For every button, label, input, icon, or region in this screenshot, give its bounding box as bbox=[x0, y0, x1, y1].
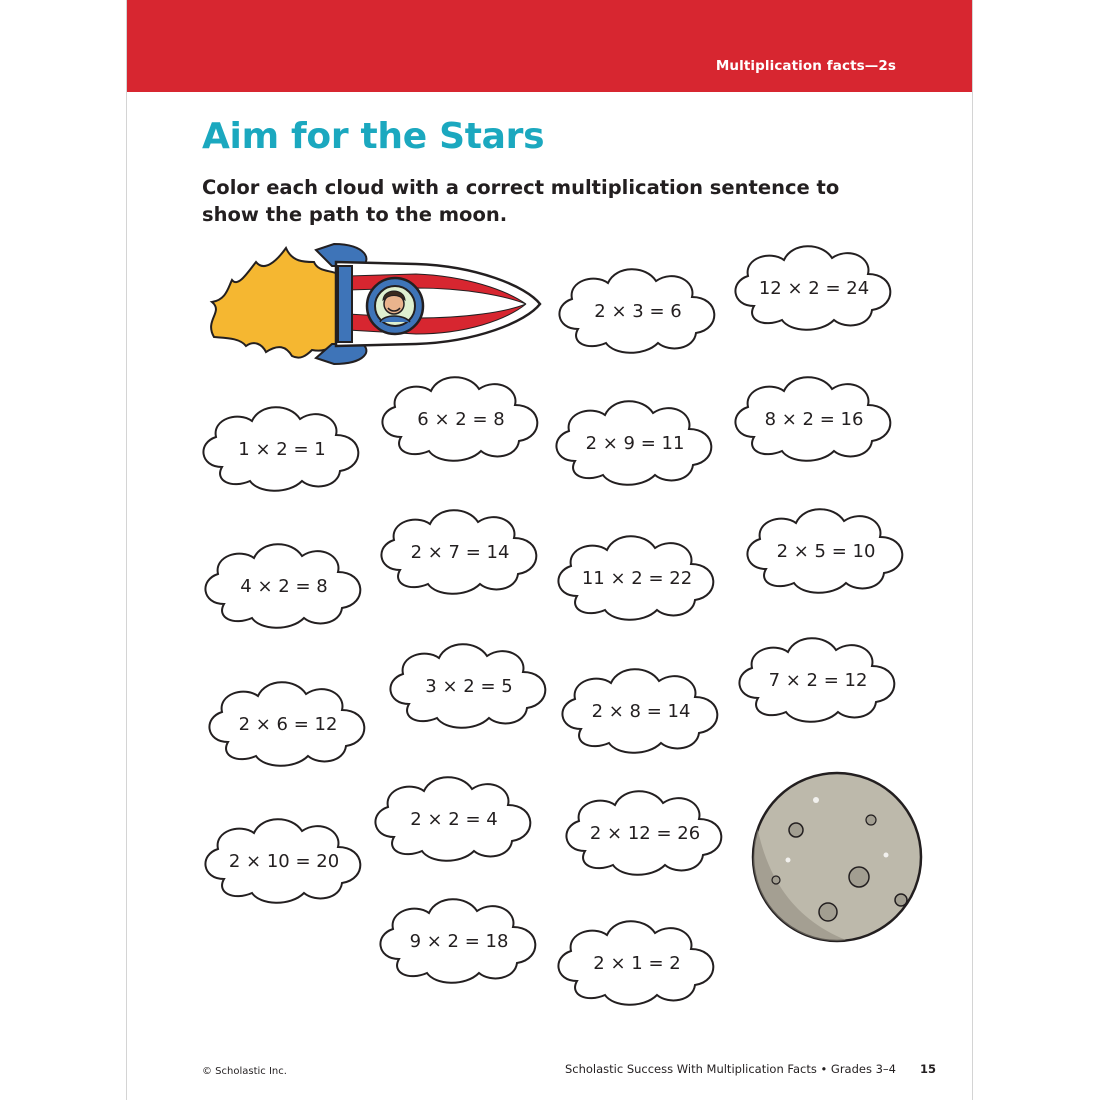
cloud[interactable] bbox=[390, 644, 545, 728]
worksheet-page bbox=[126, 0, 972, 1100]
moon-icon bbox=[746, 773, 921, 960]
cloud[interactable] bbox=[735, 377, 890, 461]
cloud[interactable] bbox=[380, 899, 535, 983]
cloud[interactable] bbox=[562, 669, 717, 753]
cloud-equation: 2 × 1 = 2 bbox=[593, 953, 681, 974]
cloud-equation: 2 × 3 = 6 bbox=[594, 301, 682, 322]
cloud[interactable] bbox=[381, 510, 536, 594]
cloud-equation: 11 × 2 = 22 bbox=[581, 568, 693, 589]
copyright-text: © Scholastic Inc. bbox=[202, 1066, 287, 1077]
cloud-equation: 9 × 2 = 18 bbox=[409, 931, 509, 952]
cloud[interactable] bbox=[747, 509, 902, 593]
cloud[interactable] bbox=[382, 377, 537, 461]
activity-art bbox=[126, 0, 972, 1100]
cloud[interactable] bbox=[556, 401, 711, 485]
cloud-equation: 3 × 2 = 5 bbox=[425, 676, 513, 697]
book-title-footer: Scholastic Success With Multiplication Facts • Grades 3–4 bbox=[564, 1062, 896, 1076]
cloud-equation: 2 × 7 = 14 bbox=[410, 542, 510, 563]
cloud[interactable] bbox=[558, 536, 713, 620]
rocket-icon bbox=[211, 244, 540, 364]
cloud-equation: 2 × 8 = 14 bbox=[591, 701, 691, 722]
cloud-equation: 6 × 2 = 8 bbox=[417, 409, 505, 430]
page-number: 15 bbox=[919, 1062, 936, 1076]
cloud-equation: 2 × 6 = 12 bbox=[238, 714, 338, 735]
cloud[interactable] bbox=[205, 544, 360, 628]
cloud-equation: 2 × 2 = 4 bbox=[410, 809, 498, 830]
cloud[interactable] bbox=[739, 638, 894, 722]
cloud-equation: 2 × 12 = 26 bbox=[589, 823, 701, 844]
page-title: Aim for the Stars bbox=[202, 116, 545, 157]
page-edge-left bbox=[126, 0, 127, 1100]
cloud[interactable] bbox=[735, 246, 890, 330]
cloud[interactable] bbox=[558, 921, 713, 1005]
cloud[interactable] bbox=[375, 777, 530, 861]
instructions-text: Color each cloud with a correct multiplication sentence to show the path to the moon. bbox=[202, 176, 840, 226]
cloud-equation: 8 × 2 = 16 bbox=[764, 409, 864, 430]
cloud-equation: 7 × 2 = 12 bbox=[768, 670, 868, 691]
cloud[interactable] bbox=[209, 682, 364, 766]
cloud-equation: 2 × 5 = 10 bbox=[776, 541, 876, 562]
cloud-equation: 2 × 10 = 20 bbox=[228, 851, 340, 872]
section-label: Multiplication facts—2s bbox=[715, 58, 896, 74]
cloud-equation: 12 × 2 = 24 bbox=[758, 278, 870, 299]
cloud[interactable] bbox=[203, 407, 358, 491]
page-edge-right bbox=[972, 0, 973, 1100]
cloud-equation: 2 × 9 = 11 bbox=[585, 433, 685, 454]
cloud[interactable] bbox=[205, 819, 360, 903]
cloud[interactable] bbox=[559, 269, 714, 353]
cloud-equation: 4 × 2 = 8 bbox=[240, 576, 328, 597]
cloud-equation: 1 × 2 = 1 bbox=[238, 439, 326, 460]
cloud[interactable] bbox=[566, 791, 721, 875]
